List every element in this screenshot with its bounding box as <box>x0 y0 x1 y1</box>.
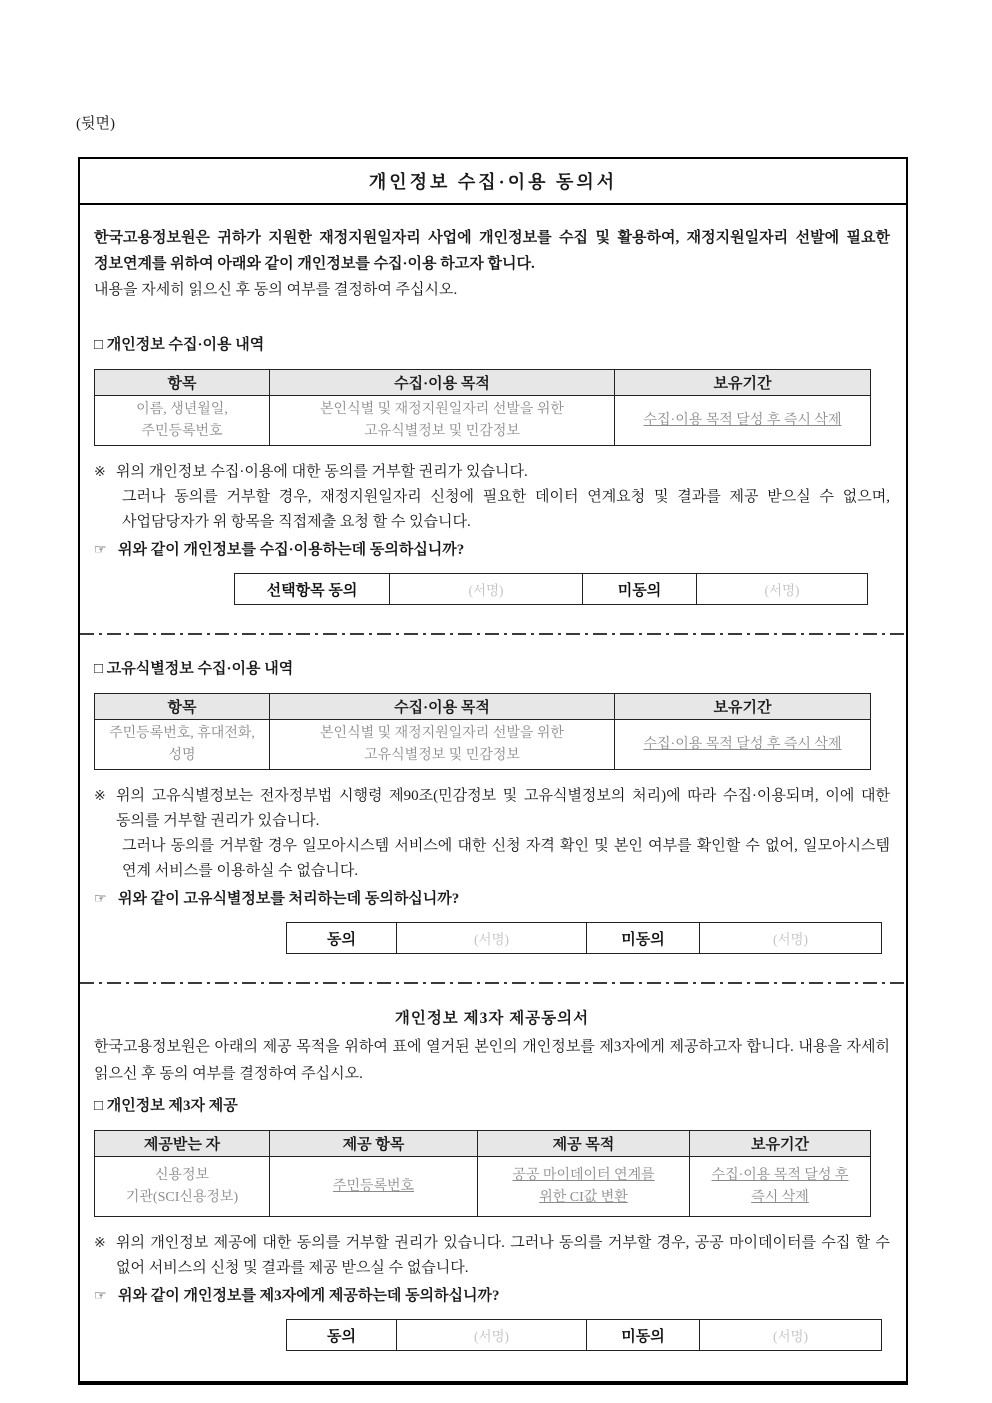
table-row <box>95 1157 871 1217</box>
unique-id-table <box>94 693 871 770</box>
item-cell <box>270 1157 478 1217</box>
column-header-retention: 보유기간 <box>690 1131 871 1157</box>
form-title-row <box>80 159 906 205</box>
recipient-text: 신용정보 <box>154 1167 210 1183</box>
purpose-text: 고유식별정보 및 민감정보 <box>364 423 520 439</box>
form-body <box>80 205 906 1381</box>
dash-dot-divider <box>80 633 906 635</box>
note-marker: ※ <box>94 789 106 804</box>
note-text: 위의 개인정보 제공에 대한 동의를 거부할 권리가 있습니다. 그러나 동의를 거부할 경우, 공공 마이데이터를 수집 할 수 없어 서비스의 신청 및 결과를 제공 받으실 수 없습니다. <box>116 1235 890 1276</box>
agree-label-cell: 선택항목 동의 <box>235 574 390 605</box>
table-row <box>95 396 871 446</box>
intro-instruction: 내용을 자세히 읽으신 후 동의 여부를 결정하여 주십시오. <box>94 282 458 298</box>
retention-cell <box>615 720 871 770</box>
table-row <box>95 720 871 770</box>
disagree-signature-field[interactable]: (서명) <box>697 574 868 605</box>
retention-cell <box>690 1157 871 1217</box>
disagree-label-cell: 미동의 <box>583 574 697 605</box>
disagree-label-cell: 미동의 <box>587 923 700 954</box>
form-title: 개인정보 수집·이용 동의서 <box>368 172 618 192</box>
question-pointer-icon: ☞ <box>94 1289 107 1304</box>
agree-signature-field[interactable]: (서명) <box>390 574 583 605</box>
table-header-row <box>95 694 871 720</box>
consent-question <box>94 538 890 563</box>
column-header-item: 항목 <box>95 694 270 720</box>
recipient-text: 기관(SCI신용정보) <box>125 1189 239 1205</box>
purpose-text: 고유식별정보 및 민감정보 <box>364 747 520 763</box>
agree-signature-field[interactable]: (서명) <box>397 1320 587 1351</box>
consent-form <box>78 157 908 1385</box>
note-body <box>116 784 890 884</box>
note-marker: ※ <box>94 465 106 480</box>
column-header-purpose: 수집·이용 목적 <box>270 694 615 720</box>
column-header-purpose: 제공 목적 <box>478 1131 690 1157</box>
disagree-signature-field[interactable]: (서명) <box>700 1320 882 1351</box>
third-party-intro: 한국고용정보원은 아래의 제공 목적을 위하여 표에 열거된 본인의 개인정보를 제3자에게 제공하고자 합니다. 내용을 자세히 읽으신 후 동의 여부를 결정하여 주십시오. <box>94 1039 890 1082</box>
third-party-table <box>94 1130 871 1217</box>
question-text: 위와 같이 개인정보를 수집·이용하는데 동의하십니까? <box>118 542 465 558</box>
consent-signature-table <box>234 573 868 605</box>
note-block <box>94 460 890 535</box>
consent-signature-table <box>286 1319 882 1351</box>
note-marker: ※ <box>94 1236 106 1251</box>
note-text: 그러나 동의를 거부할 경우 일모아시스템 서비스에 대한 신청 자격 확인 및 본인 여부를 확인할 수 없어, 일모아시스템 연계 서비스를 이용하실 수 없습니다. <box>122 838 890 879</box>
retention-cell <box>615 396 871 446</box>
question-pointer-icon: ☞ <box>94 892 107 907</box>
question-text: 위와 같이 고유식별정보를 처리하는데 동의하십니까? <box>118 891 460 907</box>
item-cell <box>95 396 270 446</box>
note-text: 위의 고유식별정보는 전자정부법 시행령 제90조(민감정보 및 고유식별정보의 처리)에 따라 수집·이용되며, 이에 대한 동의를 거부할 권리가 있습니다. <box>116 788 890 829</box>
consent-question <box>94 887 890 912</box>
item-text: 이름, 생년월일, <box>136 401 228 417</box>
third-party-title: 개인정보 제3자 제공동의서 <box>394 1010 590 1027</box>
retention-text: 즉시 삭제 <box>751 1189 809 1205</box>
column-header-purpose: 수집·이용 목적 <box>270 370 615 396</box>
retention-text: 수집·이용 목적 달성 후 즉시 삭제 <box>643 736 842 752</box>
dash-dot-divider <box>80 982 906 984</box>
purpose-cell <box>478 1157 690 1217</box>
disagree-label-cell: 미동의 <box>587 1320 700 1351</box>
note-text: 위의 개인정보 수집·이용에 대한 동의를 거부할 권리가 있습니다. <box>116 464 528 480</box>
note-text: 그러나 동의를 거부할 경우, 재정지원일자리 신청에 필요한 데이터 연계요청 및 결과를 제공 받으실 수 없으며, 사업담당자가 위 항목을 직접제출 요청 할 수 있습니다. <box>122 489 890 530</box>
item-text: 주민등록번호 <box>141 423 223 439</box>
agree-label-cell: 동의 <box>287 1320 397 1351</box>
question-text: 위와 같이 개인정보를 제3자에게 제공하는데 동의하십니까? <box>118 1288 500 1304</box>
retention-text: 수집·이용 목적 달성 후 즉시 삭제 <box>643 412 842 428</box>
retention-text: 수집·이용 목적 달성 후 <box>711 1167 849 1183</box>
disagree-signature-field[interactable]: (서명) <box>700 923 882 954</box>
purpose-cell <box>270 396 615 446</box>
table-header-row <box>95 1131 871 1157</box>
agree-label-cell: 동의 <box>287 923 397 954</box>
item-text: 주민등록번호 <box>332 1178 415 1194</box>
collection-use-table <box>94 369 871 446</box>
purpose-text: 공공 마이데이터 연계를 <box>512 1167 655 1183</box>
table-header-row <box>95 370 871 396</box>
section-heading-collection-use: □ 개인정보 수집·이용 내역 <box>94 337 265 353</box>
intro-paragraph: 한국고용정보원은 귀하가 지원한 재정지원일자리 사업에 개인정보를 수집 및 활용하여, 재정지원일자리 선발에 필요한 정보연계를 위하여 아래와 같이 개인정보를 수집·이용 하고자 합니다. <box>94 230 890 272</box>
purpose-text: 위한 CI값 변환 <box>539 1189 628 1205</box>
note-block <box>94 784 890 884</box>
item-cell <box>95 720 270 770</box>
consent-row <box>287 1320 882 1351</box>
column-header-retention: 보유기간 <box>615 370 871 396</box>
column-header-retention: 보유기간 <box>615 694 871 720</box>
column-header-item: 항목 <box>95 370 270 396</box>
item-text: 성명 <box>168 747 196 763</box>
agree-signature-field[interactable]: (서명) <box>397 923 587 954</box>
purpose-cell <box>270 720 615 770</box>
consent-row <box>287 923 882 954</box>
note-block <box>94 1231 890 1281</box>
question-pointer-icon: ☞ <box>94 543 107 558</box>
section-heading-unique-id: □ 고유식별정보 수집·이용 내역 <box>94 661 294 677</box>
column-header-recipient: 제공받는 자 <box>95 1131 270 1157</box>
consent-signature-table <box>286 922 882 954</box>
recipient-cell <box>95 1157 270 1217</box>
column-header-item: 제공 항목 <box>270 1131 478 1157</box>
consent-row <box>235 574 868 605</box>
consent-question <box>94 1284 890 1309</box>
note-body <box>116 1231 890 1281</box>
back-side-label: (뒷면) <box>76 116 115 132</box>
section-heading-third-party: □ 개인정보 제3자 제공 <box>94 1098 238 1114</box>
purpose-text: 본인식별 및 재정지원일자리 선발을 위한 <box>320 401 564 417</box>
note-body <box>116 460 890 535</box>
item-text: 주민등록번호, 휴대전화, <box>109 725 255 741</box>
purpose-text: 본인식별 및 재정지원일자리 선발을 위한 <box>320 725 564 741</box>
